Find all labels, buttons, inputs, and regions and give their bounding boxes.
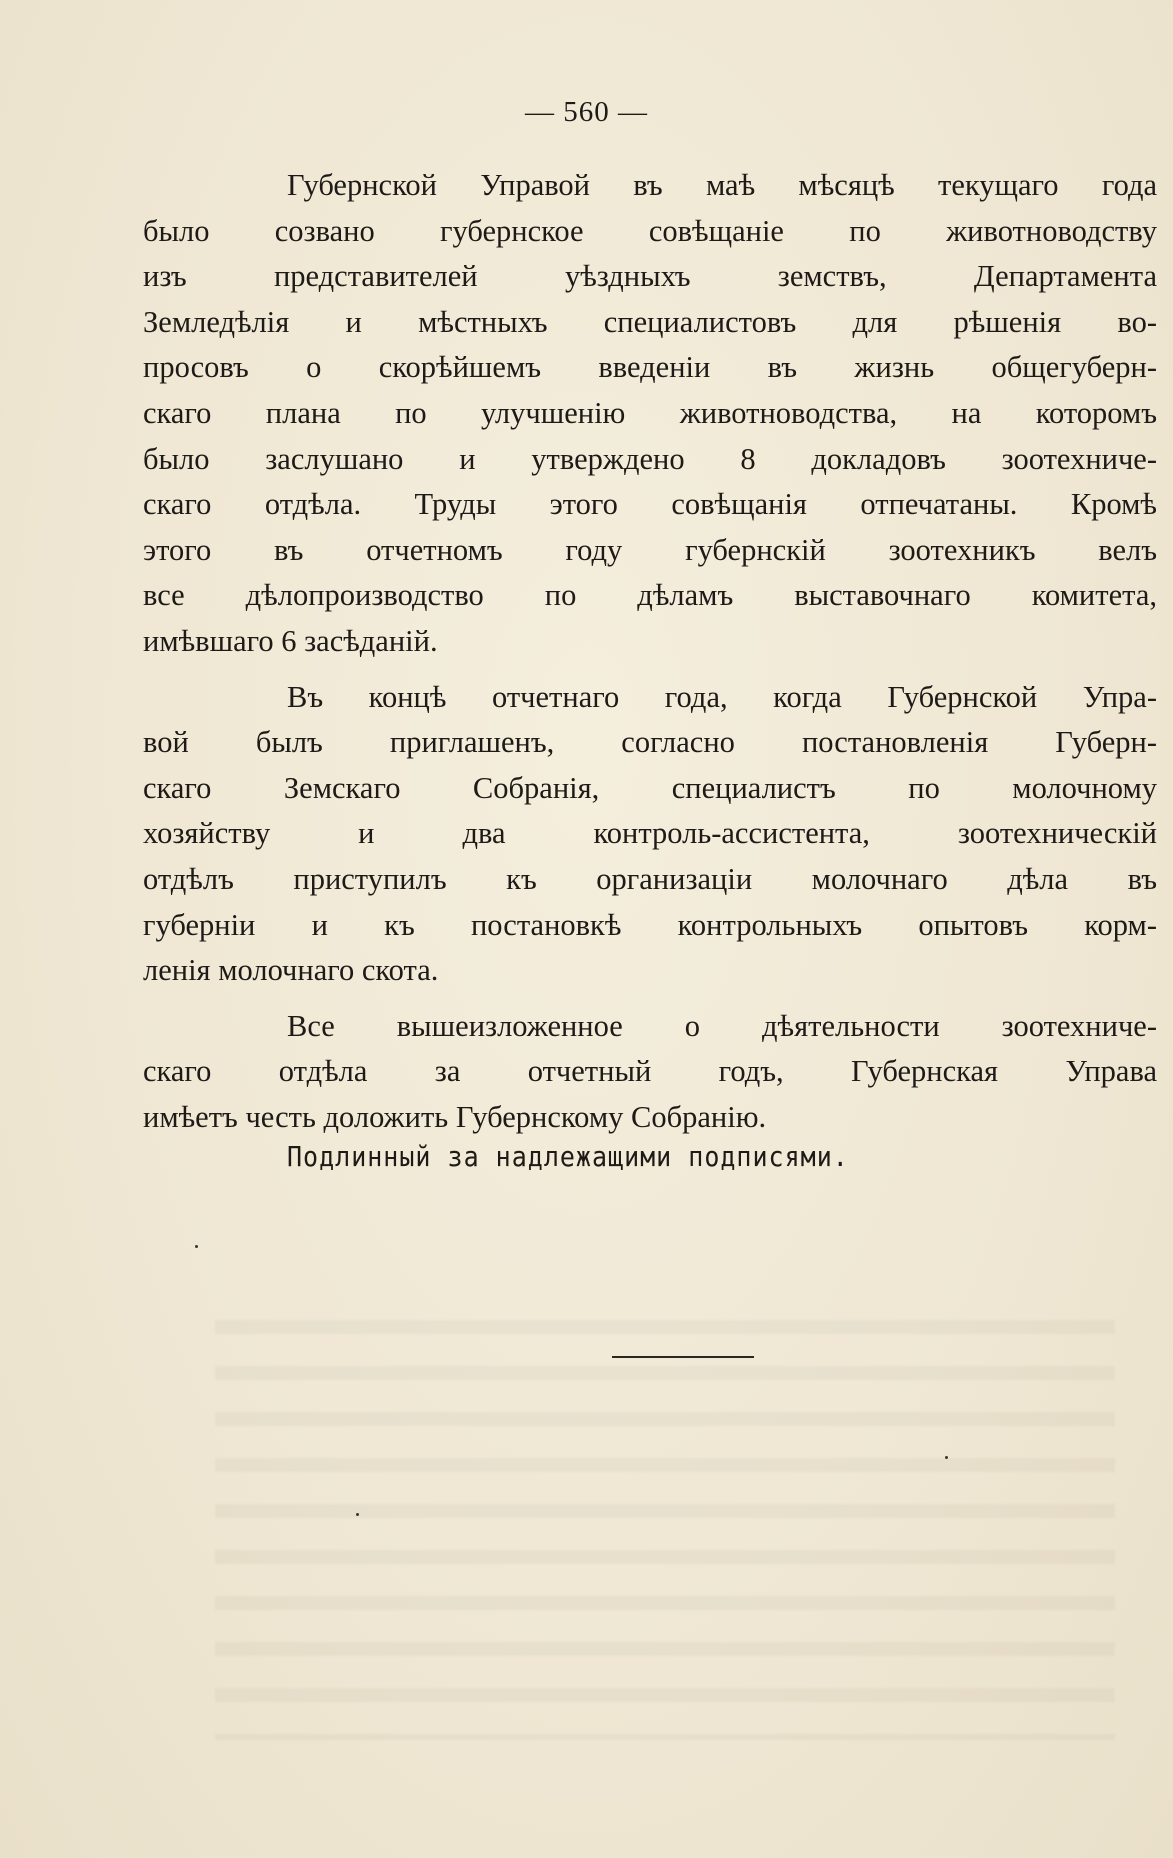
text-line: имѣетъ честь доложить Губернскому Собранію. — [143, 1099, 767, 1134]
paragraph — [143, 675, 1157, 994]
text-line: скаго отдѣла за отчетный годъ, Губернская Управа — [143, 1054, 1157, 1089]
text-line: вой былъ приглашенъ, согласно постановленія Губерн- — [143, 725, 1157, 760]
text-line: отдѣлъ приступилъ къ организаціи молочнаго дѣла въ — [143, 861, 1157, 896]
end-rule — [612, 1356, 754, 1358]
text-line: Въ концѣ отчетнаго года, когда Губернской Упра- — [287, 679, 1157, 714]
text-line: было заслушано и утверждено 8 докладовъ зоотехниче- — [143, 441, 1157, 476]
show-through-text — [215, 1320, 1115, 1740]
text-line: Земледѣлія и мѣстныхъ специалистовъ для рѣшенія во- — [143, 304, 1157, 339]
page-number: — 560 — — [525, 96, 648, 128]
text-line: изъ представителей уѣздныхъ земствъ, Департамента — [143, 259, 1157, 294]
text-line: было созвано губернское совѣщаніе по животноводству — [143, 213, 1157, 248]
text-line: имѣвшаго 6 засѣданій. — [143, 623, 438, 658]
signature-note: Подлинный за надлежащими подписями. — [287, 1140, 849, 1173]
ink-fleck — [945, 1456, 948, 1459]
text-line: хозяйству и два контроль-ассистента, зоотехническій — [143, 816, 1157, 851]
ink-fleck — [356, 1513, 359, 1516]
text-line: скаго плана по улучшенію животноводства, на которомъ — [143, 395, 1157, 430]
ink-fleck — [195, 1245, 198, 1248]
text-line: Все вышеизложенное о дѣятельности зоотехниче- — [287, 1008, 1157, 1043]
text-line: ленія молочнаго скота. — [143, 953, 439, 988]
text-line: скаго Земскаго Собранія, специалистъ по молочному — [143, 770, 1157, 805]
text-line: все дѣлопроизводство по дѣламъ выставочнаго комитета, — [143, 578, 1157, 613]
paragraph — [143, 163, 1157, 665]
text-line: просовъ о скорѣйшемъ введеніи въ жизнь общегуберн- — [143, 350, 1157, 385]
text-line: губерніи и къ постановкѣ контрольныхъ опытовъ корм- — [143, 907, 1157, 942]
text-line: Губернской Управой въ маѣ мѣсяцѣ текущаго года — [287, 168, 1157, 202]
text-line: скаго отдѣла. Труды этого совѣщанія отпечатаны. Кромѣ — [143, 487, 1157, 522]
body-text — [143, 163, 1157, 1140]
paragraph — [143, 1004, 1157, 1141]
text-line: этого въ отчетномъ году губернскій зоотехникъ велъ — [143, 532, 1157, 567]
